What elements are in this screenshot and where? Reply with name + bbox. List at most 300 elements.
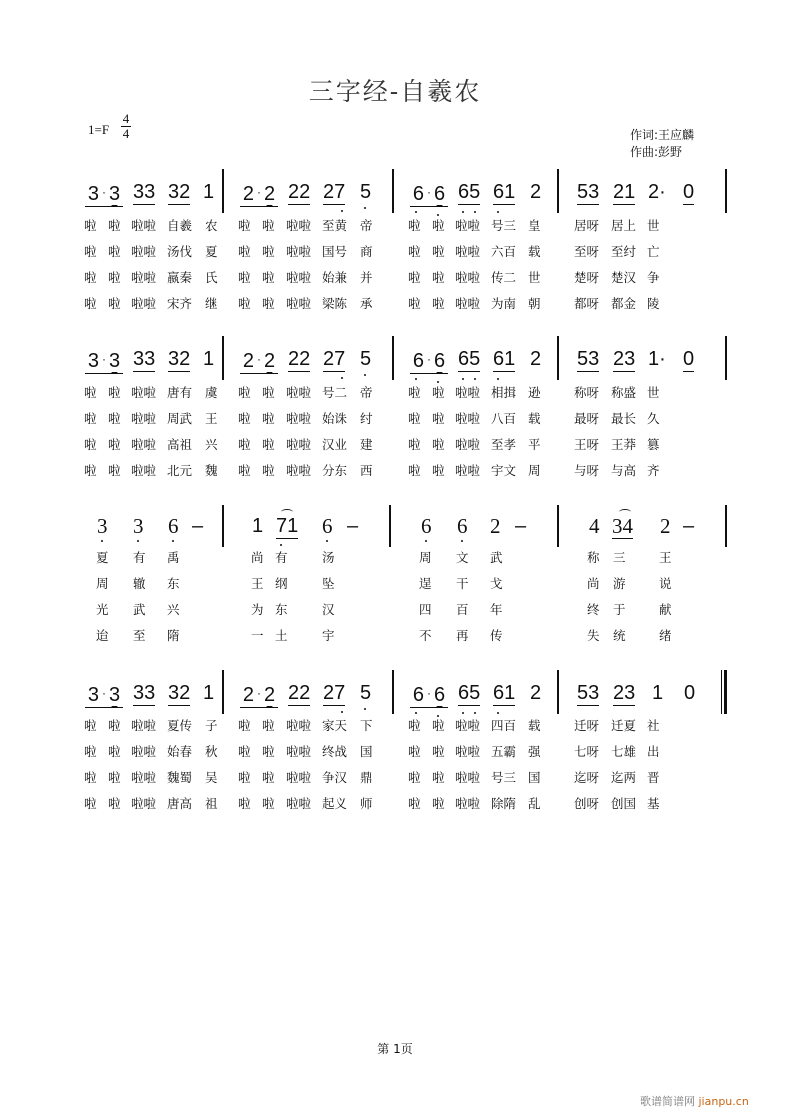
lyric: 啦: [84, 796, 97, 811]
note-eighth-pair: 27: [323, 348, 346, 370]
lyric: 啦: [108, 218, 121, 233]
lyric: 啦啦: [286, 718, 312, 733]
lyric: 啦: [408, 270, 421, 285]
lyric: 啦: [408, 796, 421, 811]
lyric: 虞: [205, 385, 218, 400]
lyric: 啦啦: [286, 244, 312, 259]
low-octave-dot: [425, 540, 427, 542]
lyric: 辙: [133, 576, 146, 591]
lyric: 六百: [491, 244, 517, 259]
note-eighth-pair: 53: [577, 682, 600, 704]
lyric: 啦啦: [286, 796, 312, 811]
note-quarter: 2: [490, 514, 501, 538]
note-quarter: 1: [252, 515, 264, 537]
note-eighth-pair: 65: [458, 682, 481, 704]
low-octave-dot: [474, 712, 476, 714]
lyric: 夏: [205, 244, 218, 259]
note-eighth-pair: 33: [133, 682, 156, 704]
lyric: 啦: [108, 770, 121, 785]
lyric: 啦: [84, 385, 97, 400]
page-number: 第 1页: [377, 1042, 413, 1056]
lyric: 啦啦: [455, 296, 481, 311]
lyric: 高祖: [167, 437, 193, 452]
lyric: 啦: [108, 718, 121, 733]
lyric: 相揖: [491, 385, 517, 400]
low-octave-dot: [326, 540, 328, 542]
lyric: 始春: [167, 744, 193, 759]
lyric: 啦: [238, 770, 251, 785]
lyric: 朝: [528, 296, 541, 311]
note-quarter: 3: [97, 514, 108, 538]
lyric: 啦: [84, 244, 97, 259]
lyric: 为: [251, 602, 264, 617]
lyricist-credit: 作词:王应麟: [630, 128, 695, 142]
lyric: 唐有: [167, 385, 193, 400]
lyric: 与呀: [574, 463, 600, 478]
lyric: 王呀: [574, 437, 600, 452]
lyric: 百: [456, 602, 469, 617]
barline: [222, 336, 224, 380]
lyric: 啦: [84, 270, 97, 285]
lyric: 啦: [238, 244, 251, 259]
note-group-dotted: 2 · 2: [240, 682, 278, 708]
note-eighth-pair: 65: [458, 181, 481, 203]
lyric: 迄两: [611, 770, 637, 785]
lyric: 啦: [238, 463, 251, 478]
lyric: 啦啦: [131, 770, 157, 785]
lyric: 啦啦: [455, 463, 481, 478]
note-eighth-pair: 32: [168, 348, 191, 370]
low-octave-dot: [437, 381, 439, 383]
lyric: 啦啦: [286, 385, 312, 400]
note-dotted-quarter: 2·: [648, 181, 666, 203]
lyric: 迨: [96, 628, 109, 643]
lyric: 载: [528, 718, 541, 733]
note-quarter: 6: [322, 514, 333, 538]
low-octave-dot: [364, 207, 366, 209]
lyric: 啦啦: [286, 744, 312, 759]
note-eighth-pair: 22: [288, 348, 311, 370]
lyric: 坠: [322, 576, 335, 591]
lyric: 最长: [611, 411, 637, 426]
barline: [557, 505, 559, 547]
lyric: 逊: [528, 385, 541, 400]
lyric: 与高: [611, 463, 637, 478]
lyric: 国: [528, 770, 541, 785]
lyric: 承: [360, 296, 373, 311]
lyric: 世: [647, 218, 660, 233]
lyric: 争: [647, 270, 660, 285]
lyric: 王: [205, 411, 218, 426]
lyric: 不: [419, 628, 432, 643]
lyric: 啦啦: [131, 463, 157, 478]
lyric: 创国: [611, 796, 637, 811]
note-quarter: 1: [203, 348, 215, 370]
lyric: 说: [659, 576, 672, 591]
lyric: 啦: [238, 411, 251, 426]
lyric: 啦: [108, 437, 121, 452]
note-rest: 0: [683, 181, 695, 203]
low-octave-dot: [101, 540, 103, 542]
low-octave-dot: [415, 211, 417, 213]
lyric: 帝: [360, 385, 373, 400]
composer-credit: 作曲:彭野: [630, 145, 683, 159]
lyric: 啦: [408, 385, 421, 400]
watermark: [640, 1093, 749, 1109]
lyric: 啦: [84, 437, 97, 452]
lyric: 啦: [108, 296, 121, 311]
lyric: 西: [360, 463, 373, 478]
lyric: 献: [659, 602, 672, 617]
credits: [630, 127, 694, 161]
note-quarter: 5: [360, 348, 372, 370]
lyric: 啦啦: [455, 244, 481, 259]
lyric: 五霸: [491, 744, 517, 759]
lyric: 啦: [238, 218, 251, 233]
lyric: 除隋: [491, 796, 517, 811]
lyric: 至呀: [574, 244, 600, 259]
lyric: 载: [528, 244, 541, 259]
barline: [392, 169, 394, 213]
note-dotted-quarter: 1·: [648, 348, 666, 370]
song-title: 三字经-自羲农: [308, 77, 482, 106]
watermark-cn: 歌谱简谱网: [640, 1095, 695, 1108]
lyric: 社: [647, 718, 660, 733]
low-octave-dot: [137, 540, 139, 542]
lyric: 啦: [262, 463, 275, 478]
lyric: 平: [528, 437, 541, 452]
note-eighth-pair: 33: [133, 181, 156, 203]
note-eighth-pair: 61: [493, 181, 516, 203]
lyric: 失: [587, 628, 600, 643]
note-quarter: 2: [660, 514, 671, 538]
lyric: 啦: [432, 796, 445, 811]
lyric: 啦啦: [455, 770, 481, 785]
lyric: 一: [251, 628, 264, 643]
lyric: 帝: [360, 218, 373, 233]
lyric: 啦: [432, 296, 445, 311]
barline: [557, 169, 559, 213]
barline: [725, 336, 727, 380]
lyric: 啦: [262, 796, 275, 811]
lyric: 啦: [238, 437, 251, 452]
lyric: 啦: [262, 718, 275, 733]
lyric: 终: [587, 602, 600, 617]
low-octave-dot: [497, 712, 499, 714]
lyric: 始诛: [322, 411, 348, 426]
lyric: 王莽: [611, 437, 637, 452]
lyric: 兴: [205, 437, 218, 452]
lyric: 啦: [238, 385, 251, 400]
watermark-en: jianpu.cn: [698, 1095, 749, 1108]
barline: [392, 336, 394, 380]
lyric: 秋: [205, 744, 218, 759]
lyric: 于: [613, 602, 626, 617]
lyric: 啦啦: [286, 437, 312, 452]
note-group-dotted: 2 · 2: [240, 348, 278, 374]
lyric: 啦: [84, 718, 97, 733]
lyric: 号三: [491, 218, 517, 233]
low-octave-dot: [474, 378, 476, 380]
note-group-dotted: 3 · 3: [85, 181, 123, 207]
lyric: 基: [647, 796, 660, 811]
lyric: 啦啦: [286, 770, 312, 785]
lyric: 祖: [205, 796, 218, 811]
lyric: 有: [275, 550, 288, 565]
note-eighth-pair: 27: [323, 682, 346, 704]
note-quarter: 2: [530, 682, 542, 704]
lyric: 啦啦: [455, 796, 481, 811]
lyric: 为南: [491, 296, 517, 311]
lyric: 宇文: [491, 463, 517, 478]
low-octave-dot: [437, 214, 439, 216]
lyric: 兴: [167, 602, 180, 617]
note-extension-dash: –: [192, 515, 204, 537]
lyric: 啦: [84, 218, 97, 233]
note-eighth-pair: 53: [577, 181, 600, 203]
lyric: 皇: [528, 218, 541, 233]
lyric: 四: [419, 602, 432, 617]
lyric: 并: [360, 270, 373, 285]
note-quarter: 6: [421, 514, 432, 538]
low-octave-dot: [280, 544, 282, 546]
note-quarter: 6: [457, 514, 468, 538]
lyric: 至孝: [491, 437, 517, 452]
lyric: 啦: [432, 385, 445, 400]
final-double-barline: [721, 670, 727, 714]
lyric: 周: [419, 550, 432, 565]
note-rest: 0: [683, 348, 695, 370]
lyric: 唐高: [167, 796, 193, 811]
lyric: 啦: [84, 770, 97, 785]
lyric: 啦: [108, 463, 121, 478]
lyric: 起义: [322, 796, 348, 811]
lyric: 啦: [108, 270, 121, 285]
lyric: 啦: [84, 744, 97, 759]
lyric: 嬴秦: [167, 270, 193, 285]
lyric: 再: [456, 628, 469, 643]
lyric: 宋齐: [167, 296, 193, 311]
note-quarter: 3: [133, 514, 144, 538]
lyric: 周武: [167, 411, 193, 426]
lyric: 吴: [205, 770, 218, 785]
lyric: 楚呀: [574, 270, 600, 285]
lyric: 农: [205, 218, 218, 233]
lyric: 啦: [262, 218, 275, 233]
lyric: 强: [528, 744, 541, 759]
note-quarter: 6: [168, 514, 179, 538]
lyric: 家天: [322, 718, 348, 733]
lyric: 禹: [167, 550, 180, 565]
lyric: 啦: [408, 437, 421, 452]
note-eighth-pair: 27: [323, 181, 346, 203]
note-group-dotted: 6 · 6: [410, 348, 448, 374]
low-octave-dot: [474, 211, 476, 213]
lyric: 啦: [432, 770, 445, 785]
lyric: 啦: [432, 718, 445, 733]
lyric: 啦啦: [286, 296, 312, 311]
barline: [725, 505, 727, 547]
lyric: 啦: [84, 411, 97, 426]
lyric: 夏: [96, 550, 109, 565]
note-eighth-pair: 53: [577, 348, 600, 370]
lyric: 子: [205, 718, 218, 733]
lyric: 土: [275, 628, 288, 643]
lyric: 啦啦: [131, 718, 157, 733]
lyric: 宇: [322, 628, 335, 643]
note-eighth-pair: 22: [288, 181, 311, 203]
lyric: 啦啦: [131, 270, 157, 285]
lyric: 啦: [408, 463, 421, 478]
note-quarter: 2: [530, 181, 542, 203]
lyric: 篡: [647, 437, 660, 452]
note-quarter: 5: [360, 682, 372, 704]
lyric: 陵: [647, 296, 660, 311]
lyric: 啦: [408, 744, 421, 759]
lyric: 商: [360, 244, 373, 259]
lyric: 啦: [432, 744, 445, 759]
barline: [725, 169, 727, 213]
lyric: 氏: [205, 270, 218, 285]
lyric: 号二: [322, 385, 348, 400]
lyric: 建: [360, 437, 373, 452]
lyric: 下: [360, 718, 373, 733]
lyric: 至: [133, 628, 146, 643]
lyric: 汉业: [322, 437, 348, 452]
lyric: 啦: [238, 718, 251, 733]
lyric: 晋: [647, 770, 660, 785]
note-quarter: 2: [530, 348, 542, 370]
note-eighth-pair: 61: [493, 348, 516, 370]
lyric: 干: [456, 576, 469, 591]
lyric: 有: [133, 550, 146, 565]
note-quarter: 1: [203, 682, 215, 704]
lyric: 自羲: [167, 218, 193, 233]
note-group-dotted: 6 · 6: [410, 682, 448, 708]
lyric: 出: [647, 744, 660, 759]
lyric: 啦: [262, 411, 275, 426]
note-rest: 0: [684, 682, 696, 704]
lyric: 世: [528, 270, 541, 285]
note-group-dotted: 3 · 3: [85, 682, 123, 708]
lyric: 啦: [432, 244, 445, 259]
lyric: 载: [528, 411, 541, 426]
barline: [389, 505, 391, 547]
lyric: 都呀: [574, 296, 600, 311]
lyric: 戈: [490, 576, 503, 591]
lyric: 乱: [528, 796, 541, 811]
lyric: 国: [360, 744, 373, 759]
lyric: 啦: [262, 244, 275, 259]
low-octave-dot: [462, 378, 464, 380]
lyric: 世: [647, 385, 660, 400]
lyric: 啦啦: [286, 270, 312, 285]
note-eighth-pair: 32: [168, 181, 191, 203]
lyric: 齐: [647, 463, 660, 478]
note-group-dotted: 3 · 3: [85, 348, 123, 374]
lyric: 啦: [432, 411, 445, 426]
note-extension-dash: –: [515, 515, 527, 537]
lyric: 啦啦: [131, 411, 157, 426]
lyric: 八百: [491, 411, 517, 426]
lyric: 啦啦: [455, 385, 481, 400]
lyric: 三: [613, 550, 626, 565]
lyric: 北元: [167, 463, 193, 478]
lyric: 啦: [262, 270, 275, 285]
lyric: 终战: [322, 744, 348, 759]
lyric: 啦: [432, 218, 445, 233]
barline: [557, 670, 559, 714]
lyric: 汤伐: [167, 244, 193, 259]
lyric: 啦: [262, 770, 275, 785]
lyric: 逞: [419, 576, 432, 591]
lyric: 魏蜀: [167, 770, 193, 785]
lyric: 啦: [84, 296, 97, 311]
lyric: 七雄: [611, 744, 637, 759]
lyric: 啦: [84, 463, 97, 478]
note-eighth-pair: 65: [458, 348, 481, 370]
lyric: 尚: [587, 576, 600, 591]
lyric: 年: [490, 602, 503, 617]
lyric: 号三: [491, 770, 517, 785]
lyric: 啦啦: [131, 244, 157, 259]
lyric: 武: [490, 550, 503, 565]
lyric: 夏传: [167, 718, 193, 733]
lyric: 王: [251, 576, 264, 591]
lyric: 啦: [238, 796, 251, 811]
lyric: 鼎: [360, 770, 373, 785]
note-eighth-pair: 23: [613, 682, 636, 704]
time-signature-top: 4: [122, 111, 130, 126]
lyric: 汤: [322, 550, 335, 565]
lyric: 啦啦: [455, 437, 481, 452]
lyric: 啦啦: [131, 796, 157, 811]
lyric: 统: [613, 628, 626, 643]
lyric: 啦: [262, 437, 275, 452]
lyric: 啦: [108, 744, 121, 759]
barline: [557, 336, 559, 380]
lyric: 啦: [408, 218, 421, 233]
lyric: 周: [96, 576, 109, 591]
low-octave-dot: [341, 711, 343, 713]
low-octave-dot: [462, 712, 464, 714]
low-octave-dot: [497, 211, 499, 213]
barline: [392, 670, 394, 714]
lyric: 啦啦: [455, 218, 481, 233]
lyric: 啦啦: [286, 411, 312, 426]
low-octave-dot: [364, 708, 366, 710]
lyric: 文: [456, 550, 469, 565]
lyric: 啦: [238, 744, 251, 759]
lyric: 啦: [432, 437, 445, 452]
lyric: 称: [587, 550, 600, 565]
time-signature-bottom: 4: [122, 126, 130, 141]
note-eighth-pair: 61: [493, 682, 516, 704]
lyric: 啦啦: [455, 270, 481, 285]
lyric: 啦: [432, 463, 445, 478]
low-octave-dot: [497, 378, 499, 380]
note-eighth-pair: 23: [613, 348, 636, 370]
lyric: 传: [490, 628, 503, 643]
lyric: 啦: [408, 296, 421, 311]
key-signature: 1=F: [88, 122, 110, 137]
time-signature: [120, 112, 132, 141]
lyric: 最呀: [574, 411, 600, 426]
lyric: 都金: [611, 296, 637, 311]
lyric: 隋: [167, 628, 180, 643]
note-extension-dash: –: [347, 515, 359, 537]
barline: [222, 670, 224, 714]
